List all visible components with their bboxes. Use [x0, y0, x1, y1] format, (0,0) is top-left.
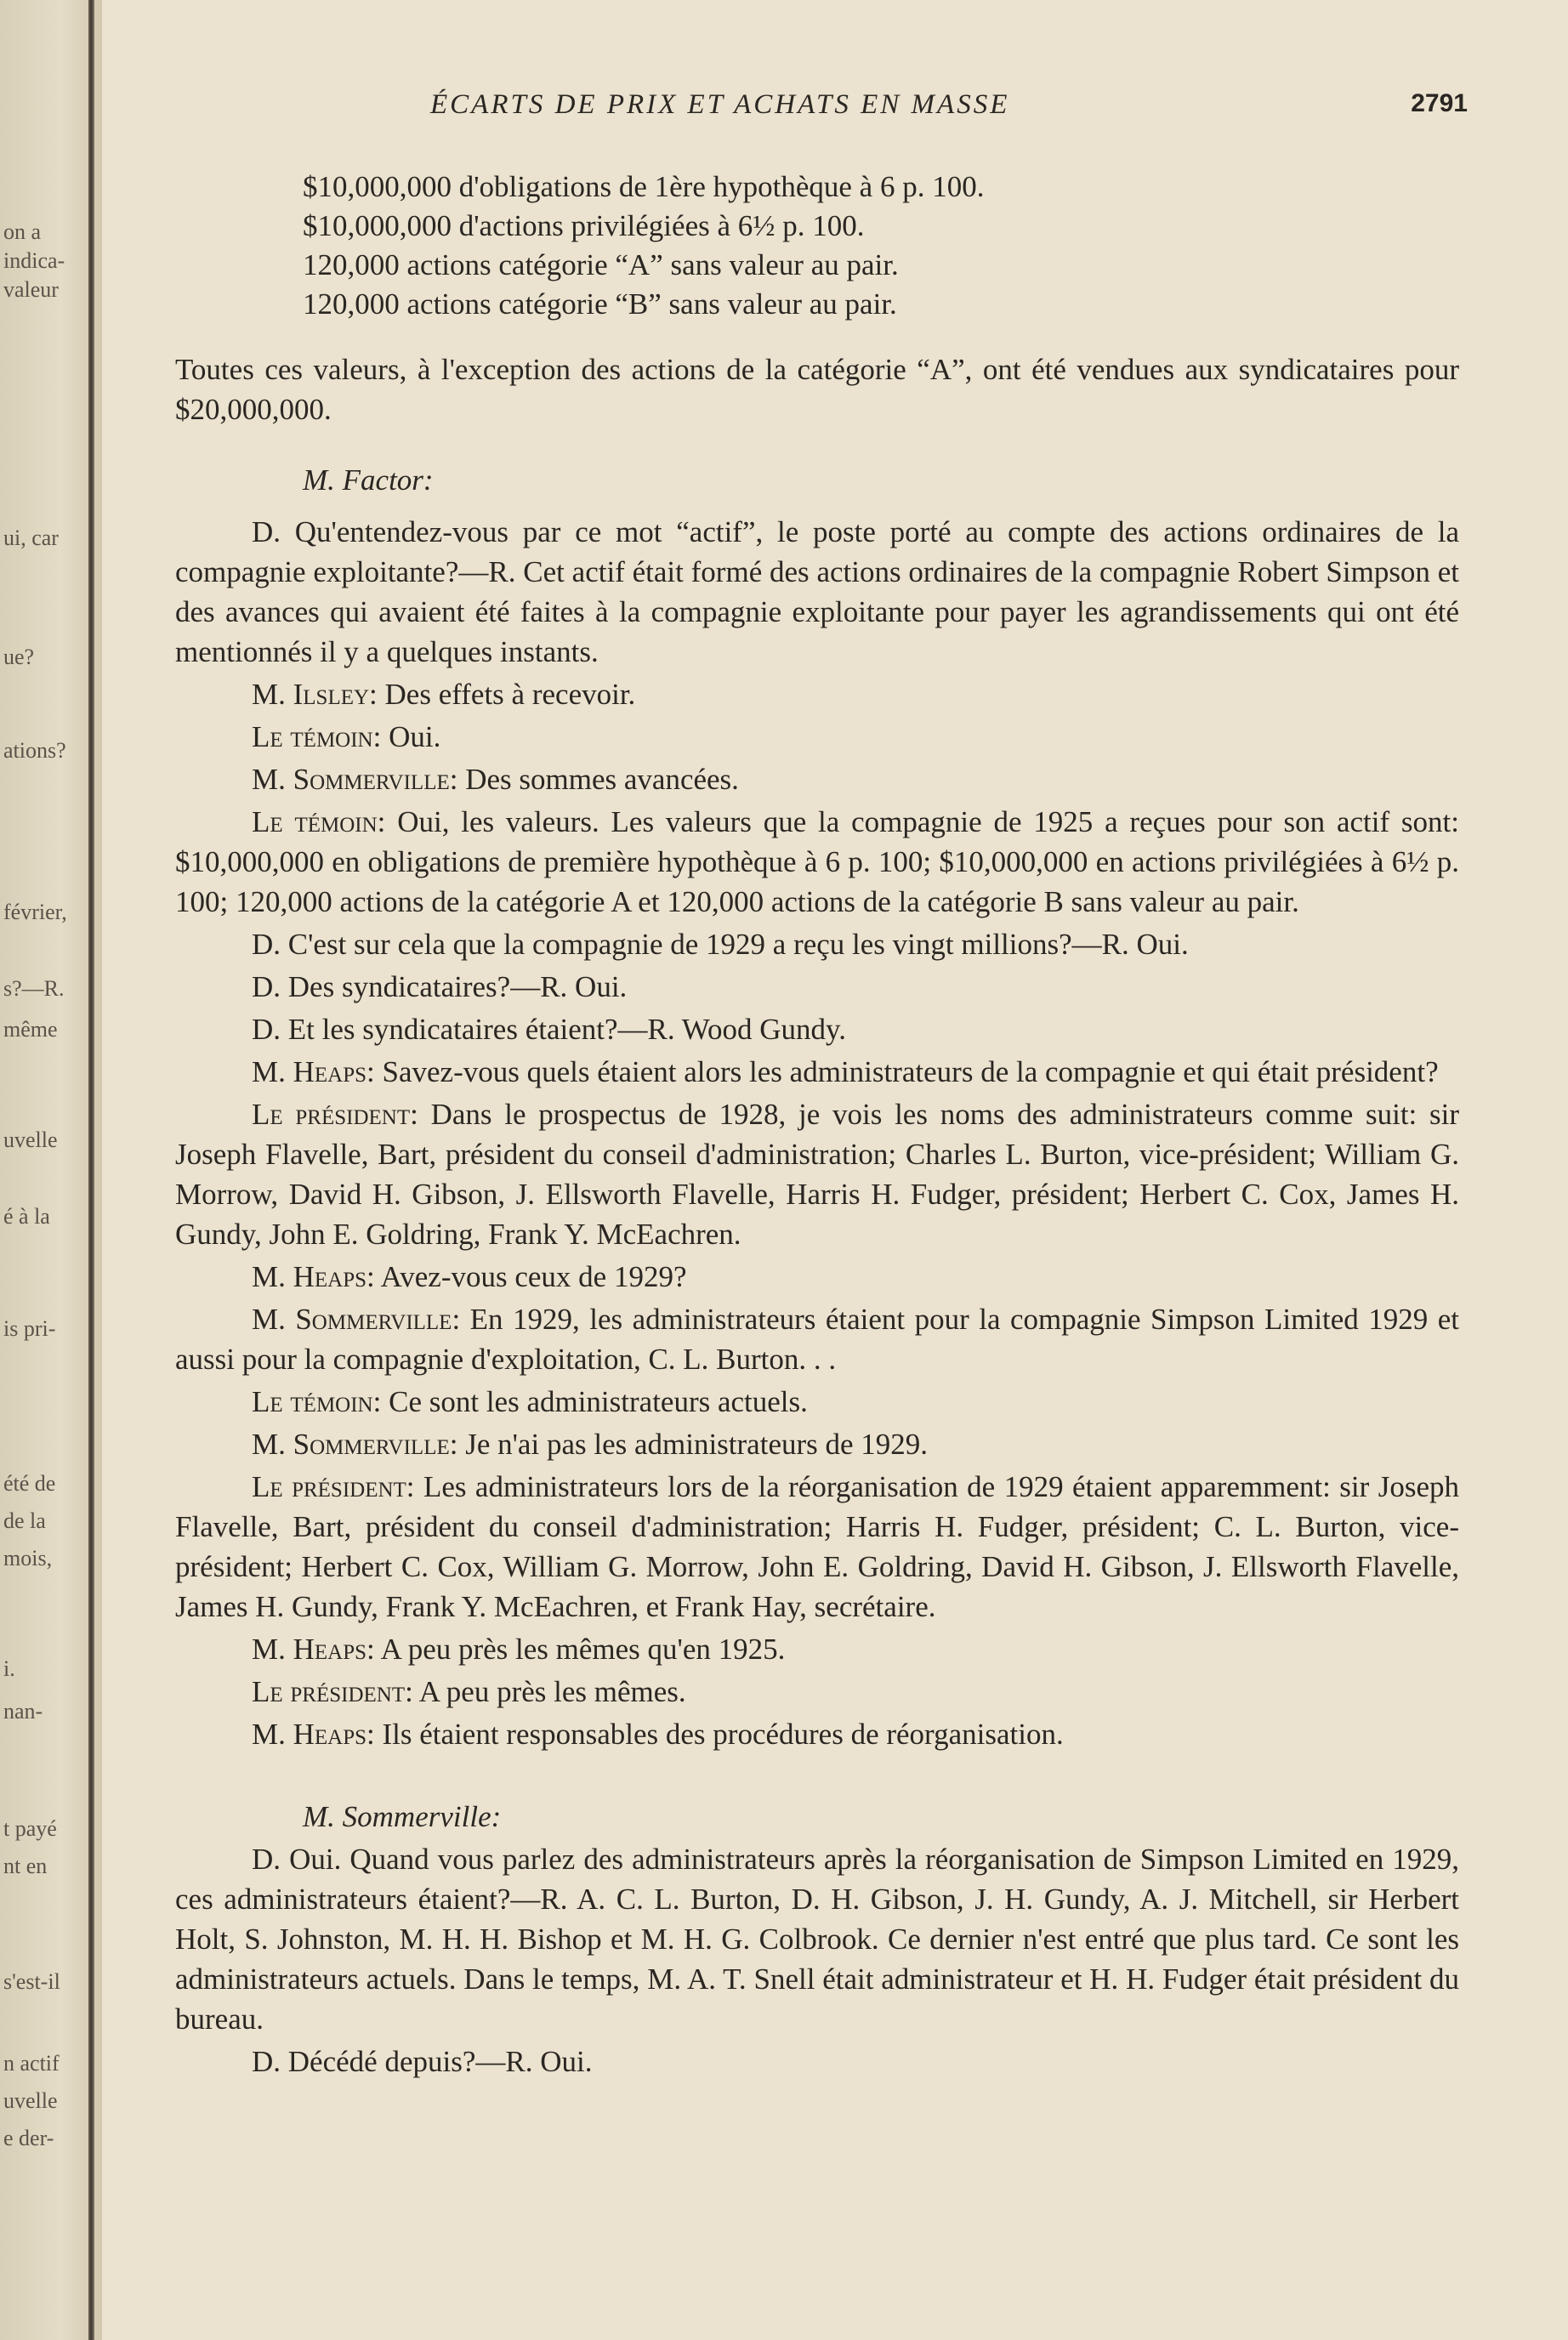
- margin-fragment: même: [3, 1017, 58, 1042]
- speaker-label: Le président:: [252, 1470, 415, 1503]
- paragraph-text: D. Des syndicataires?—R. Oui.: [252, 970, 628, 1003]
- paragraph-text: Je n'ai pas les administrateurs de 1929.: [465, 1428, 929, 1461]
- paragraph-text: Des sommes avancées.: [465, 763, 739, 796]
- securities-line: $10,000,000 d'obligations de 1ère hypothèque à 6 p. 100.: [303, 170, 985, 203]
- testimony-paragraph: [175, 512, 1459, 672]
- testimony-paragraph: [175, 1009, 1459, 1049]
- margin-fragment: nan-: [3, 1699, 43, 1724]
- speaker-label: Le témoin:: [252, 720, 382, 753]
- testimony-paragraph: [175, 1257, 1459, 1297]
- paragraph-text: Savez-vous quels étaient alors les administrateurs de la compagnie et qui était président?: [382, 1055, 1439, 1088]
- testimony-paragraph: [175, 802, 1459, 922]
- paragraph-text: Dans le prospectus de 1928, je vois les noms des administrateurs comme suit: sir Joseph Flavelle, Bart, président du conseil d'administration; Charles L. Burton, vice-président; William G. Morrow, David H. Gibson, J. Ellsworth Flavelle, Harris H. Fudger, président; Herbert C. Cox, James H. Gundy, John E. Goldring, Frank Y. McEachren.: [175, 1098, 1460, 1251]
- testimony-section-1: [175, 512, 1459, 1754]
- testimony-paragraph: [175, 1629, 1459, 1669]
- margin-fragment: valeur: [3, 277, 59, 302]
- speaker-label: M. Heaps:: [252, 1260, 375, 1293]
- margin-fragment: ations?: [3, 738, 66, 763]
- testimony-paragraph: [175, 759, 1459, 799]
- securities-line: 120,000 actions catégorie “A” sans valeur au pair.: [303, 248, 899, 281]
- testimony-paragraph: [175, 1672, 1459, 1712]
- paragraph-text: D. Décédé depuis?—R. Oui.: [252, 2045, 593, 2078]
- securities-line: 120,000 actions catégorie “B” sans valeur au pair.: [303, 287, 897, 321]
- paragraph-text: D. Et les syndicataires étaient?—R. Wood Gundy.: [252, 1013, 846, 1046]
- speaker-label: M. Sommerville:: [252, 1303, 461, 1336]
- testimony-paragraph: [175, 1467, 1459, 1627]
- paragraph-text: Avez-vous ceux de 1929?: [380, 1260, 687, 1293]
- margin-fragment: is pri-: [3, 1316, 56, 1341]
- margin-fragment: février,: [3, 900, 67, 924]
- testimony-paragraph: [175, 2042, 1459, 2082]
- testimony-paragraph: [175, 1424, 1459, 1464]
- testimony-paragraph: [175, 1839, 1459, 2039]
- testimony-paragraph: [175, 1382, 1459, 1422]
- speaker-label: Le témoin:: [252, 1385, 382, 1418]
- margin-fragment: mois,: [3, 1546, 53, 1570]
- page-number: 2791: [1411, 89, 1468, 117]
- margin-fragment: été de: [3, 1471, 56, 1496]
- testimony-paragraph: [175, 1299, 1459, 1379]
- testimony-paragraph: [175, 967, 1459, 1007]
- paragraph-text: Des effets à recevoir.: [384, 678, 636, 711]
- testimony-paragraph: [175, 924, 1459, 964]
- section-speaker-heading: M. Factor:: [303, 463, 434, 497]
- paragraph-text: Les administrateurs lors de la réorganisation de 1929 étaient apparemment: sir Joseph Flavelle, Bart, président du conseil d'administration; Harris H. Fudger, président; C. L. Burton, vice-président; Herbert C. Cox, William G. Morrow, John E. Goldring, David H. Gibson, J. Ellsworth Flavelle, James H. Gundy, Frank Y. McEachren, et Frank Hay, secrétaire.: [175, 1470, 1459, 1623]
- speaker-label: Le président:: [252, 1098, 418, 1131]
- testimony-paragraph: [175, 674, 1459, 714]
- paragraph-text: A peu près les mêmes qu'en 1925.: [380, 1633, 786, 1666]
- margin-fragment: ue?: [3, 645, 35, 669]
- margin-fragment: s?—R.: [3, 976, 65, 1001]
- margin-fragment: indica-: [3, 248, 65, 273]
- testimony-paragraph: [175, 717, 1459, 757]
- speaker-label: M. Sommerville:: [252, 1428, 458, 1461]
- margin-fragment: i.: [3, 1656, 15, 1681]
- paragraph-text: D. Qu'entendez-vous par ce mot “actif”, le poste porté au compte des actions ordinaires de la compagnie exploitante?—R. Cet actif était formé des actions ordinaires de la compagnie Robert Simpson et des avances qui avaient été faites à la compagnie exploitante pour payer les agrandissements qui ont été mentionnés il y a quelques instants.: [175, 515, 1459, 668]
- paragraph-text: A peu près les mêmes.: [418, 1675, 686, 1708]
- margin-fragment: de la: [3, 1508, 46, 1533]
- testimony-paragraph: [175, 1052, 1459, 1092]
- speaker-label: M. Ilsley:: [252, 678, 378, 711]
- paragraph-text: En 1929, les administrateurs étaient pour la compagnie Simpson Limited 1929 et aussi pour la compagnie d'exploitation, C. L. Burton. . .: [175, 1303, 1459, 1376]
- running-head-title: ÉCARTS DE PRIX ET ACHATS EN MASSE: [430, 89, 1010, 120]
- section-speaker-heading: M. Sommerville:: [303, 1800, 502, 1833]
- margin-fragment: nt en: [3, 1854, 48, 1878]
- document-page: [175, 89, 1468, 2082]
- testimony-section-2: [175, 1839, 1459, 2082]
- paragraph-text: D. C'est sur cela que la compagnie de 1929 a reçu les vingt millions?—R. Oui.: [252, 928, 1189, 961]
- paragraph-text: Ils étaient responsables des procédures de réorganisation.: [382, 1718, 1064, 1751]
- paragraph-text: Oui, les valeurs. Les valeurs que la compagnie de 1925 a reçues pour son actif sont: $10,000,000 en obligations de première hypothèque à 6 p. 100; $10,000,000 en actions privilégiées à 6½ p. 100; 120,000 actions de la catégorie A et 120,000 actions de la catégorie B sans valeur au pair.: [175, 805, 1459, 918]
- speaker-label: M. Sommerville:: [252, 763, 458, 796]
- speaker-label: M. Heaps:: [252, 1718, 375, 1751]
- testimony-paragraph: [175, 1714, 1459, 1754]
- margin-fragment: s'est-il: [3, 1969, 60, 1994]
- speaker-label: Le président:: [252, 1675, 413, 1708]
- binding-edge: [88, 0, 94, 2340]
- paragraph-text: Oui.: [389, 720, 441, 753]
- intro-paragraph: Toutes ces valeurs, à l'exception des actions de la catégorie “A”, ont été vendues aux syndicataires pour $20,000,000.: [175, 353, 1459, 426]
- book-gutter: [0, 0, 102, 2340]
- margin-fragment: n actif: [3, 2051, 60, 2076]
- speaker-label: Le témoin:: [252, 805, 386, 838]
- margin-fragment: é à la: [3, 1204, 50, 1229]
- testimony-paragraph: [175, 1094, 1459, 1254]
- running-head: [175, 89, 1468, 132]
- securities-list: [175, 168, 1459, 324]
- speaker-label: M. Heaps:: [252, 1055, 375, 1088]
- margin-fragment: on a: [3, 219, 42, 244]
- securities-line: $10,000,000 d'actions privilégiées à 6½ p. 100.: [303, 209, 865, 242]
- margin-fragment: t payé: [3, 1816, 57, 1841]
- margin-fragment: ui, car: [3, 525, 59, 550]
- paragraph-text: D. Oui. Quand vous parlez des administrateurs après la réorganisation de Simpson Limited en 1929, ces administrateurs étaient?—R. A. C. L. Burton, D. H. Gibson, J. H. Gundy, A. J. Mitchell, sir Herbert Holt, S. Johnston, M. H. H. Bishop et M. H. G. Colbrook. Ce dernier n'est entré que plus tard. Ce sont les administrateurs actuels. Dans le temps, M. A. T. Snell était administrateur et H. H. Fudger était président du bureau.: [175, 1843, 1459, 2036]
- speaker-label: M. Heaps:: [252, 1633, 375, 1666]
- margin-fragment: e der-: [3, 2126, 54, 2150]
- margin-fragment: uvelle: [3, 2088, 58, 2113]
- margin-fragment: uvelle: [3, 1127, 58, 1152]
- paragraph-text: Ce sont les administrateurs actuels.: [389, 1385, 808, 1418]
